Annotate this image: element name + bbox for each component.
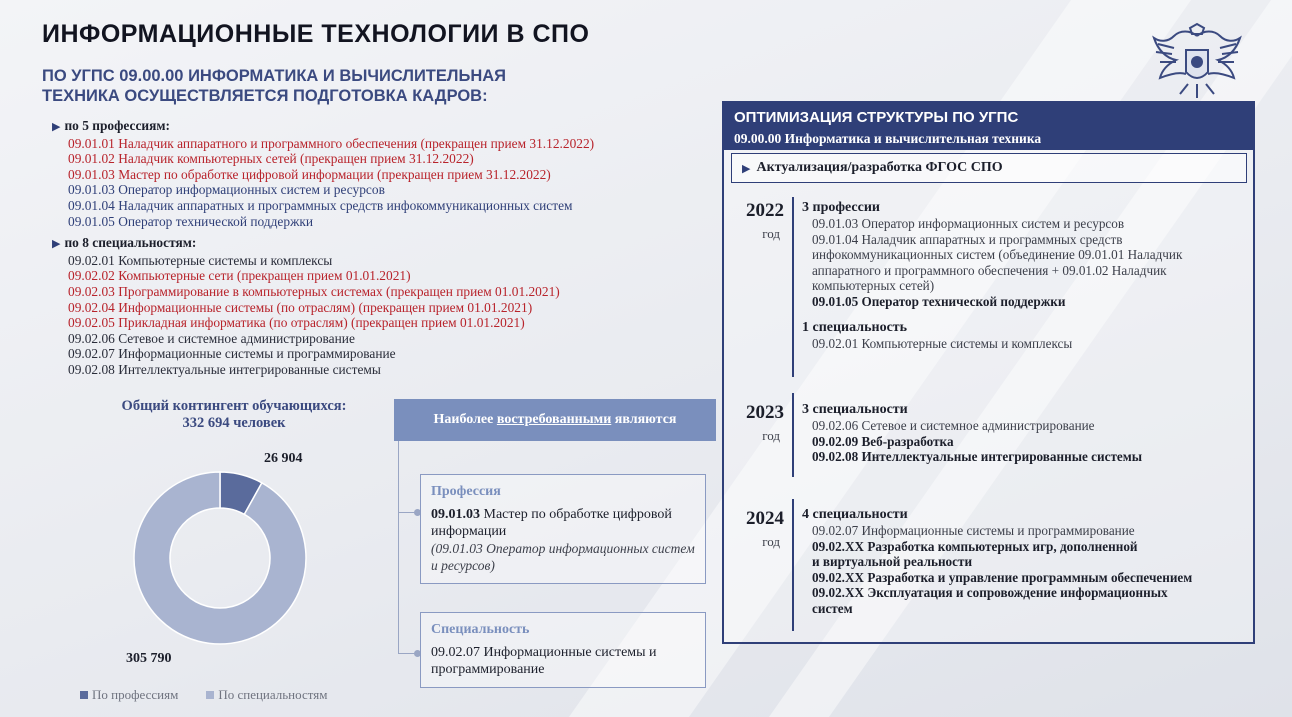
contingent-donut-chart: [120, 458, 320, 658]
year-heading: 3 профессии: [802, 200, 880, 215]
year-item-new: 09.02.08 Интеллектуальные интегрированные системы: [812, 449, 1143, 464]
panel-header-title: ОПТИМИЗАЦИЯ СТРУКТУРЫ ПО УГПС: [734, 109, 1019, 126]
year-2022: [724, 200, 784, 242]
ministry-emblem-icon: [1150, 22, 1244, 102]
tree-connector: [398, 441, 420, 654]
professions-list: [52, 136, 692, 230]
profession-name: Мастер по обработке цифровой информации: [431, 507, 676, 539]
year-2023-content: [802, 401, 1252, 465]
specialty-item: 09.02.03 Программирование в компьютерных системах (прекращен прием 01.01.2021): [68, 283, 560, 299]
specialty-item: 09.02.02 Компьютерные сети (прекращен прием 01.01.2021): [68, 268, 411, 284]
year-word: год: [762, 428, 780, 443]
year-2022-content: [802, 199, 1252, 352]
data-label-specialties: 305 790: [126, 651, 172, 666]
triangle-bullet-icon: ▶: [742, 162, 751, 175]
contingent-title: [84, 398, 384, 432]
year-item: 09.02.06 Сетевое и системное администрирование: [812, 418, 1095, 433]
profession-item: 09.01.05 Оператор технической поддержки: [68, 213, 313, 229]
year-item: 09.01.04 Наладчик аппаратных и программных средств: [812, 231, 1123, 247]
specialty-item: 09.02.08 Интеллектуальные интегрированные системы: [68, 361, 381, 377]
programs-lists: [52, 118, 692, 378]
data-label-professions: 26 904: [264, 451, 303, 466]
contingent-title-text: Общий контингент обучающихся:: [121, 398, 347, 414]
profession-item: 09.01.03 Оператор информационных систем и ресурсов: [68, 182, 385, 198]
chart-legend: [80, 687, 327, 703]
profession-box-text: [431, 506, 695, 540]
specialty-text: 09.02.07 Информационные системы и программирование: [431, 645, 657, 677]
specialties-heading: [52, 235, 692, 253]
year-item: 09.02.07 Информационные системы и программирование: [812, 523, 1135, 538]
contingent-total: 332 694 человек: [182, 415, 286, 431]
specialty-item: 09.02.04 Информационные системы (по отраслям) (прекращен прием 01.01.2021): [68, 299, 533, 315]
subtitle-line: ТЕХНИКА ОСУЩЕСТВЛЯЕТСЯ ПОДГОТОВКА КАДРОВ:: [42, 87, 488, 105]
year-word: год: [762, 226, 780, 241]
legend-item-specialties: [206, 687, 327, 703]
specialty-box: [420, 612, 706, 688]
year-item: 09.01.03 Оператор информационных систем и ресурсов: [812, 216, 1125, 231]
year-item-new: 09.02.09 Веб-разработка: [812, 433, 954, 449]
demand-heading: [394, 399, 716, 441]
profession-code: 09.01.03: [431, 507, 480, 522]
fgos-text: Актуализация/разработка ФГОС СПО: [756, 160, 1003, 175]
year-item-new: 09.02.XX Эксплуатация и сопровождение информационных: [812, 585, 1168, 600]
year-item: компьютерных сетей): [812, 278, 935, 293]
year-2024: [724, 508, 784, 550]
year-item: 09.02.01 Компьютерные системы и комплексы: [812, 336, 1073, 351]
specialty-item: 09.02.07 Информационные системы и программирование: [68, 346, 396, 362]
specialty-item: 09.02.06 Сетевое и системное администрирование: [68, 330, 355, 346]
donut-slice-specialties: [134, 472, 306, 644]
year-heading: 4 специальности: [802, 507, 908, 522]
demand-heading-underlined: востребованными: [496, 412, 612, 427]
year-item-new: 09.02.XX Разработка компьютерных игр, дополненной: [812, 538, 1138, 554]
legend-swatch: [80, 691, 88, 699]
specialties-list: [52, 253, 692, 378]
year-divider: [792, 197, 794, 377]
panel-header-subtitle: 09.00.00 Информатика и вычислительная техника: [734, 131, 1042, 146]
year-item-new: систем: [812, 600, 853, 616]
triangle-bullet-icon: ▶: [52, 121, 61, 133]
profession-note: (09.01.03 Оператор информационных систем и ресурсов): [431, 541, 695, 573]
year-2023: [724, 402, 784, 444]
year-heading: 1 специальность: [802, 320, 908, 335]
optimization-panel: [722, 101, 1255, 644]
professions-heading-text: по 5 профессиям:: [64, 118, 170, 133]
demand-heading-post: являются: [611, 412, 677, 427]
subtitle-line: ПО УГПС 09.00.00 ИНФОРМАТИКА И ВЫЧИСЛИТЕЛЬНАЯ: [42, 67, 507, 85]
profession-item: 09.01.04 Наладчик аппаратных и программных средств инфокоммуникационных систем: [68, 197, 573, 213]
year-divider: [792, 499, 794, 631]
profession-box-title: Профессия: [431, 484, 501, 499]
panel-header: [724, 103, 1253, 150]
year-item-new: 09.02.XX Разработка и управление программным обеспечением: [812, 569, 1193, 585]
triangle-bullet-icon: ▶: [52, 238, 61, 251]
year-divider: [792, 393, 794, 477]
specialty-item: 09.02.05 Прикладная информатика (по отраслям) (прекращен прием 01.01.2021): [68, 315, 525, 331]
profession-item: 09.01.02 Наладчик компьютерных сетей (прекращен прием 31.12.2022): [68, 151, 474, 167]
legend-swatch: [206, 691, 214, 699]
legend-label: По специальностям: [218, 687, 328, 702]
year-item-new: 09.01.05 Оператор технической поддержки: [812, 293, 1066, 309]
year-2024-content: [802, 506, 1252, 616]
year-word: год: [762, 534, 780, 549]
legend-item-professions: [80, 687, 178, 703]
legend-label: По профессиям: [92, 687, 179, 702]
profession-item: 09.01.01 Наладчик аппаратного и программного обеспечения (прекращен прием 31.12.2022): [68, 135, 595, 151]
profession-box: [420, 474, 706, 584]
page-subtitle: [42, 66, 642, 106]
demand-heading-pre: Наиболее: [433, 412, 497, 427]
specialties-heading-text: по 8 специальностям:: [64, 235, 197, 251]
year-number: 2024: [746, 508, 784, 529]
year-item: инфокоммуникационных систем (объединение 09.01.01 Наладчик: [812, 247, 1183, 262]
professions-heading: [52, 118, 692, 136]
year-item: аппаратного и программного обеспечения + 09.01.02 Наладчик: [812, 262, 1167, 278]
specialty-box-title: Специальность: [431, 622, 530, 637]
profession-item: 09.01.03 Мастер по обработке цифровой информации (прекращен прием 31.12.2022): [68, 166, 551, 182]
year-heading: 3 специальности: [802, 402, 908, 417]
page-title: ИНФОРМАЦИОННЫЕ ТЕХНОЛОГИИ В СПО: [42, 20, 590, 48]
fgos-bar: [731, 153, 1247, 183]
year-number: 2022: [746, 200, 784, 221]
year-item-new: и виртуальной реальности: [812, 554, 973, 569]
specialty-item: 09.02.01 Компьютерные системы и комплексы: [68, 252, 333, 268]
year-number: 2023: [746, 402, 784, 423]
